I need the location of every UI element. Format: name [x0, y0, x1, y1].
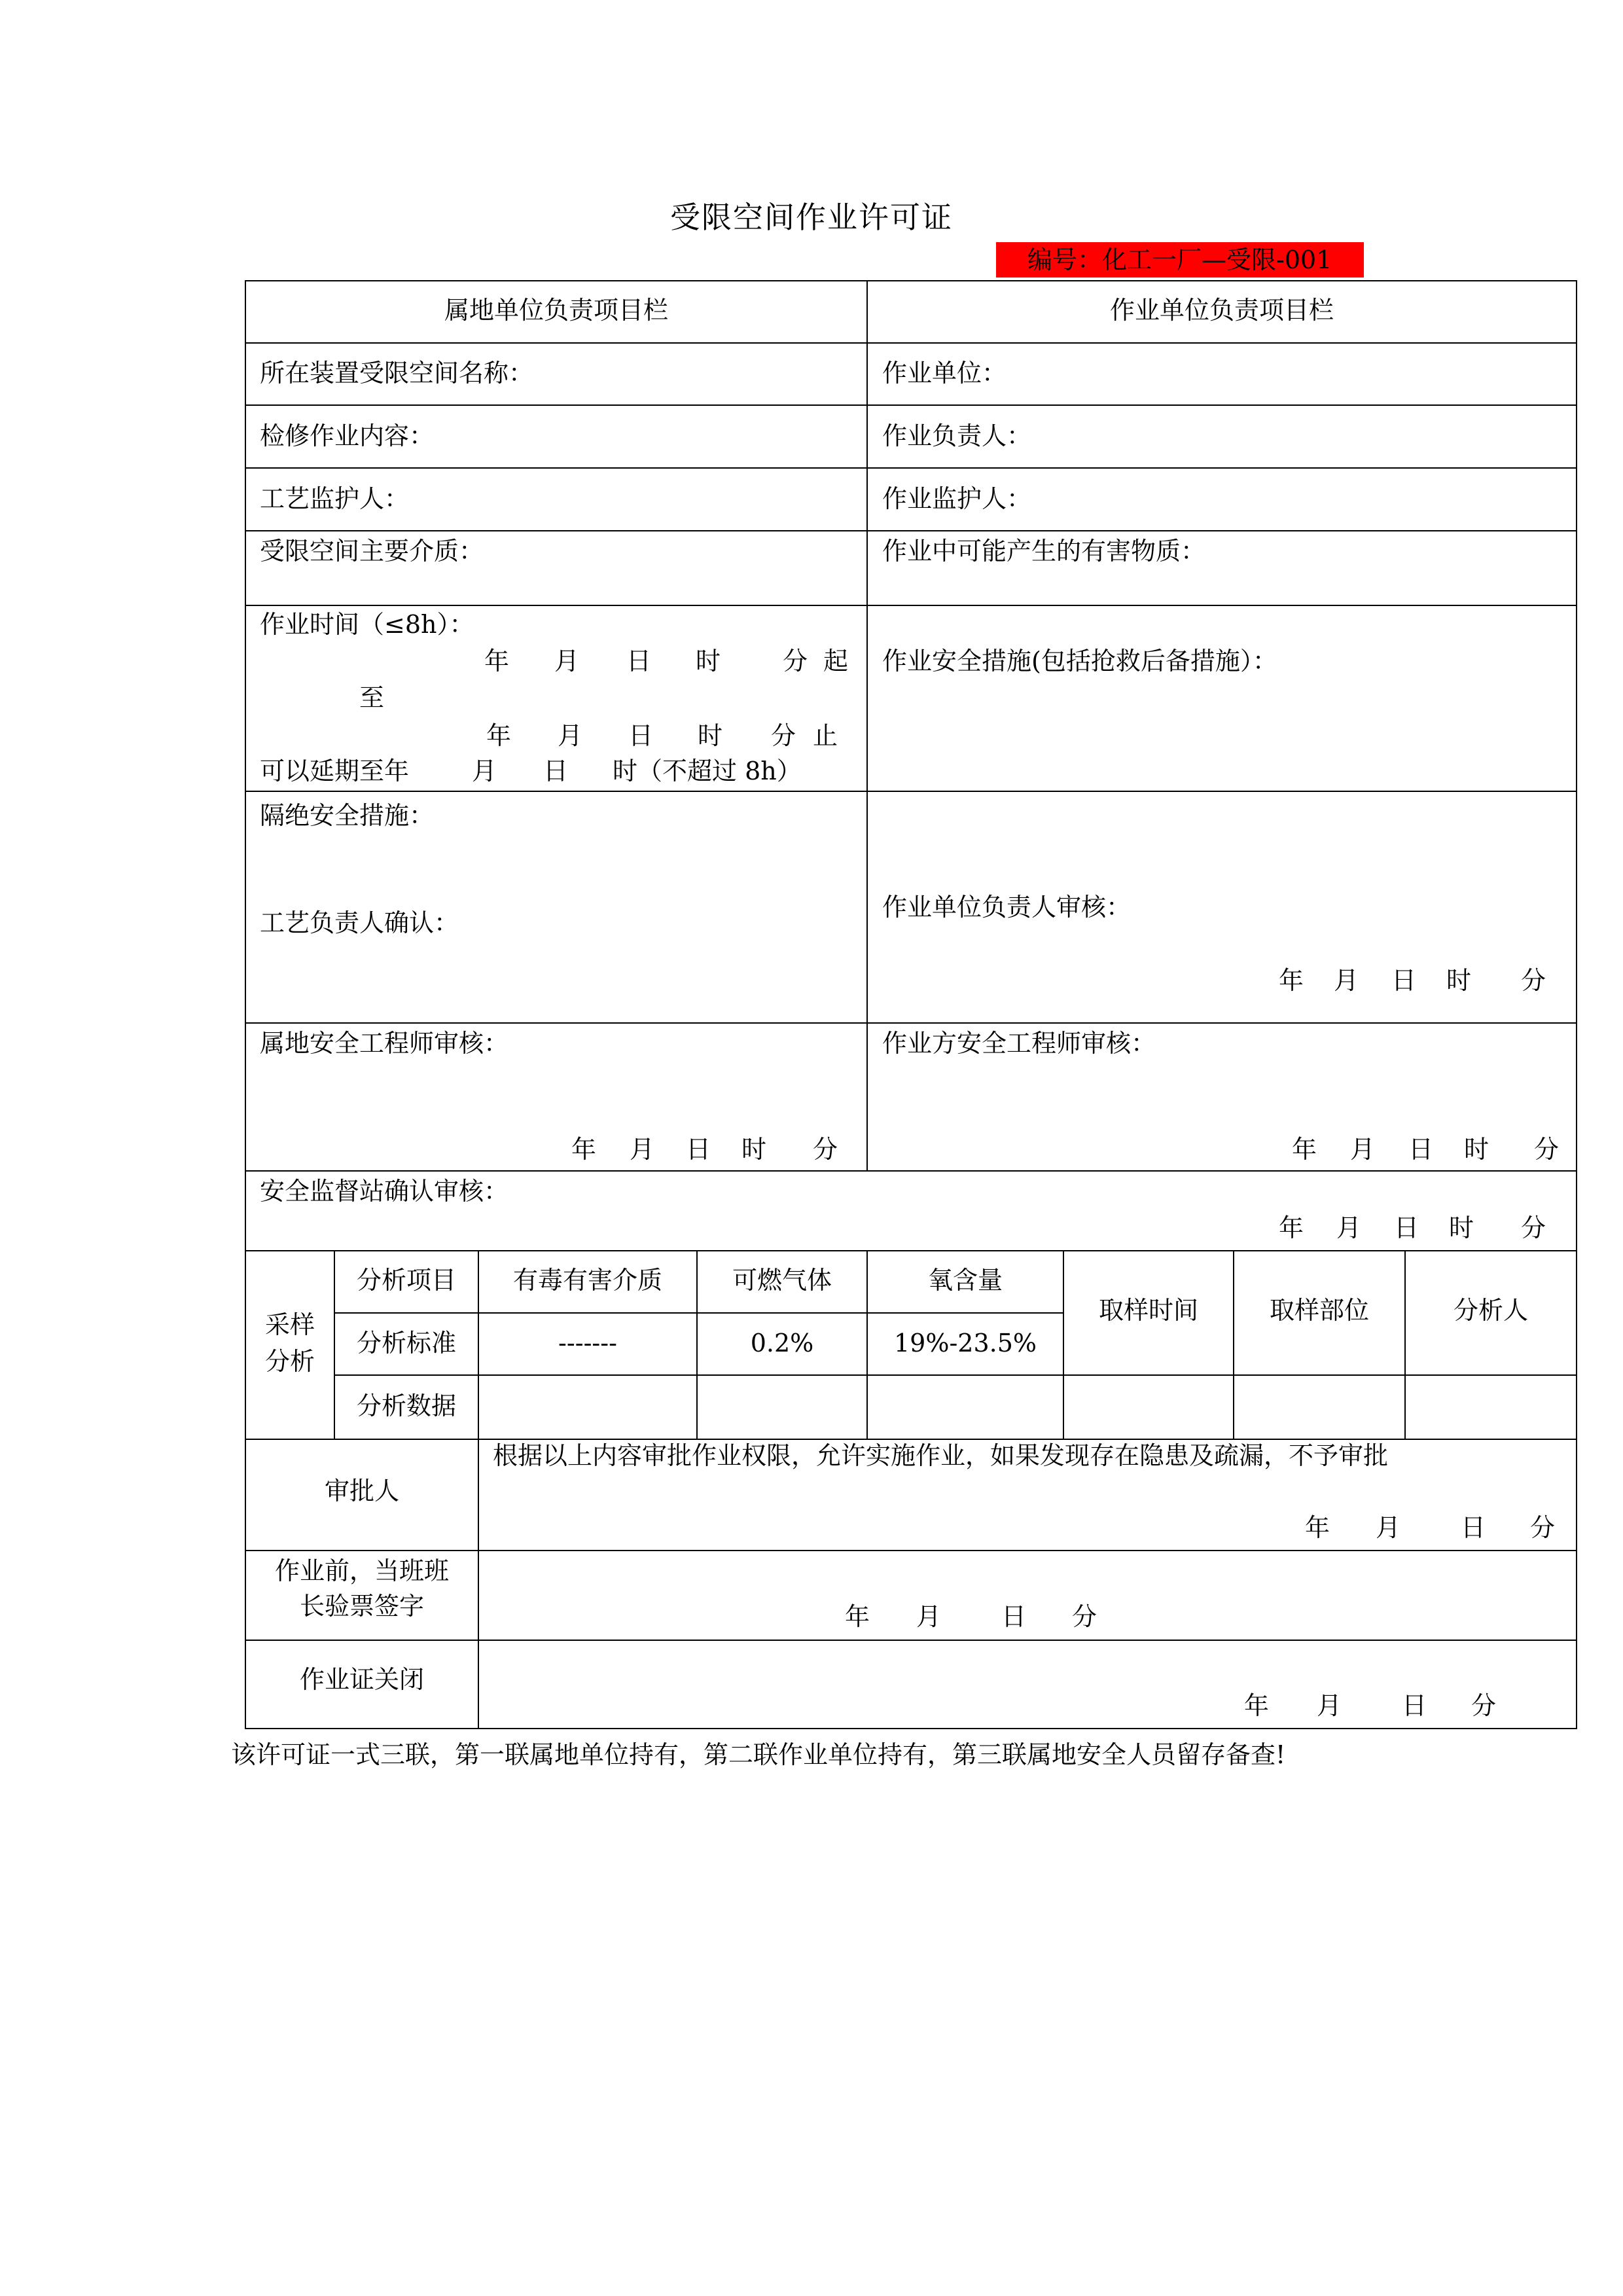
work-unit-label: 作业单位： — [882, 359, 1007, 387]
header-work-unit: 作业单位负责项目栏 — [1109, 296, 1334, 325]
start-day: 日 — [626, 647, 652, 675]
time-to: 至 — [359, 683, 385, 712]
space-name-label: 所在装置受限空间名称： — [260, 359, 534, 387]
extend-hour-limit: 时（不超过 8h） — [613, 757, 802, 785]
analysis-item-toxic: 有毒有害介质 — [512, 1266, 662, 1295]
approval-month: 月 — [1376, 1513, 1401, 1542]
start-hour: 时 — [696, 647, 721, 675]
analysis-item-oxygen: 氧含量 — [927, 1266, 1003, 1295]
work-time-label: 作业时间（≤8h）： — [260, 610, 474, 639]
approver-label: 审批人 — [324, 1477, 399, 1505]
permit-number: 编号：化工一厂—受限-001 — [996, 242, 1364, 278]
close-year: 年 — [1244, 1691, 1270, 1720]
start-minute: 分 — [783, 647, 808, 675]
contractor-review-day: 日 — [1408, 1135, 1434, 1164]
analysis-standard-label: 分析标准 — [356, 1329, 456, 1357]
header-local-unit: 属地单位负责项目栏 — [444, 296, 668, 325]
permit-close-label: 作业证关闭 — [299, 1665, 424, 1694]
approval-year: 年 — [1305, 1513, 1330, 1542]
approval-minute: 分 — [1530, 1513, 1556, 1542]
pre-work-month: 月 — [916, 1602, 942, 1631]
unit-review-label: 作业单位负责人审核： — [882, 893, 1132, 922]
analysis-item-combustible: 可燃气体 — [732, 1266, 832, 1295]
approval-day: 日 — [1461, 1513, 1486, 1542]
end-month: 月 — [558, 721, 583, 750]
close-day: 日 — [1402, 1691, 1427, 1720]
start-month: 月 — [554, 647, 580, 675]
unit-review-day: 日 — [1391, 966, 1417, 995]
contractor-review-minute: 分 — [1534, 1135, 1560, 1164]
start-marker: 起 — [823, 647, 849, 675]
main-medium-label: 受限空间主要介质： — [260, 537, 484, 565]
sampling-label-1: 采样 — [264, 1310, 315, 1339]
station-review-minute: 分 — [1521, 1213, 1546, 1242]
station-review-year: 年 — [1279, 1213, 1304, 1242]
sampling-time-header: 取样时间 — [1098, 1296, 1198, 1325]
pre-work-label-2: 长验票签字 — [299, 1592, 424, 1621]
contractor-review-year: 年 — [1292, 1135, 1317, 1164]
station-review-month: 月 — [1336, 1213, 1362, 1242]
end-marker: 止 — [813, 721, 838, 750]
footer-note: 该许可证一式三联，第一联属地单位持有，第二联作业单位持有，第三联属地安全人员留存备查! — [231, 1740, 1286, 1769]
maintenance-content-label: 检修作业内容： — [260, 422, 435, 450]
unit-review-hour: 时 — [1446, 966, 1472, 995]
pre-work-label-1: 作业前，当班班 — [274, 1556, 449, 1585]
local-review-hour: 时 — [741, 1135, 767, 1164]
extend-month: 月 — [472, 757, 497, 785]
unit-review-year: 年 — [1279, 966, 1304, 995]
end-hour: 时 — [698, 721, 723, 750]
process-guardian-label: 工艺监护人： — [260, 484, 410, 513]
local-engineer-review-label: 属地安全工程师审核： — [260, 1029, 509, 1058]
contractor-review-hour: 时 — [1464, 1135, 1489, 1164]
local-review-day: 日 — [686, 1135, 711, 1164]
end-day: 日 — [628, 721, 654, 750]
extend-prefix: 可以延期至年 — [260, 757, 410, 785]
station-review-day: 日 — [1394, 1213, 1419, 1242]
local-review-month: 月 — [630, 1135, 655, 1164]
work-guardian-label: 作业监护人： — [882, 484, 1032, 513]
local-review-year: 年 — [571, 1135, 597, 1164]
station-review-hour: 时 — [1449, 1213, 1474, 1242]
sampling-label-2: 分析 — [264, 1347, 315, 1376]
end-minute: 分 — [771, 721, 796, 750]
sampling-location-header: 取样部位 — [1269, 1296, 1369, 1325]
contractor-engineer-review-label: 作业方安全工程师审核： — [882, 1029, 1156, 1058]
extend-day: 日 — [543, 757, 569, 785]
approval-text: 根据以上内容审批作业权限，允许实施作业，如果发现存在隐患及疏漏，不予审批 — [493, 1441, 1389, 1470]
work-leader-label: 作业负责人： — [882, 422, 1032, 450]
local-review-minute: 分 — [813, 1135, 838, 1164]
analysis-standard-oxygen: 19%-23.5% — [893, 1329, 1037, 1357]
analysis-standard-toxic: ------- — [558, 1329, 617, 1357]
pre-work-day: 日 — [1001, 1602, 1027, 1631]
harmful-substances-label: 作业中可能产生的有害物质： — [882, 537, 1206, 565]
close-minute: 分 — [1471, 1691, 1497, 1720]
analysis-standard-combustible: 0.2% — [750, 1329, 814, 1357]
pre-work-minute: 分 — [1072, 1602, 1097, 1631]
analysis-item-label: 分析项目 — [356, 1266, 456, 1295]
analyst-header: 分析人 — [1453, 1296, 1528, 1325]
end-year: 年 — [486, 721, 512, 750]
start-year: 年 — [484, 647, 510, 675]
process-confirm-label: 工艺负责人确认： — [260, 908, 459, 937]
unit-review-minute: 分 — [1521, 966, 1546, 995]
station-review-label: 安全监督站确认审核： — [260, 1177, 509, 1206]
contractor-review-month: 月 — [1350, 1135, 1376, 1164]
safety-measures-label: 作业安全措施(包括抢救后备措施）： — [882, 647, 1277, 675]
analysis-data-label: 分析数据 — [356, 1391, 456, 1420]
page-title: 受限空间作业许可证 — [670, 200, 953, 235]
close-month: 月 — [1317, 1691, 1342, 1720]
unit-review-month: 月 — [1334, 966, 1359, 995]
isolation-label: 隔绝安全措施： — [260, 801, 435, 830]
pre-work-year: 年 — [845, 1602, 870, 1631]
